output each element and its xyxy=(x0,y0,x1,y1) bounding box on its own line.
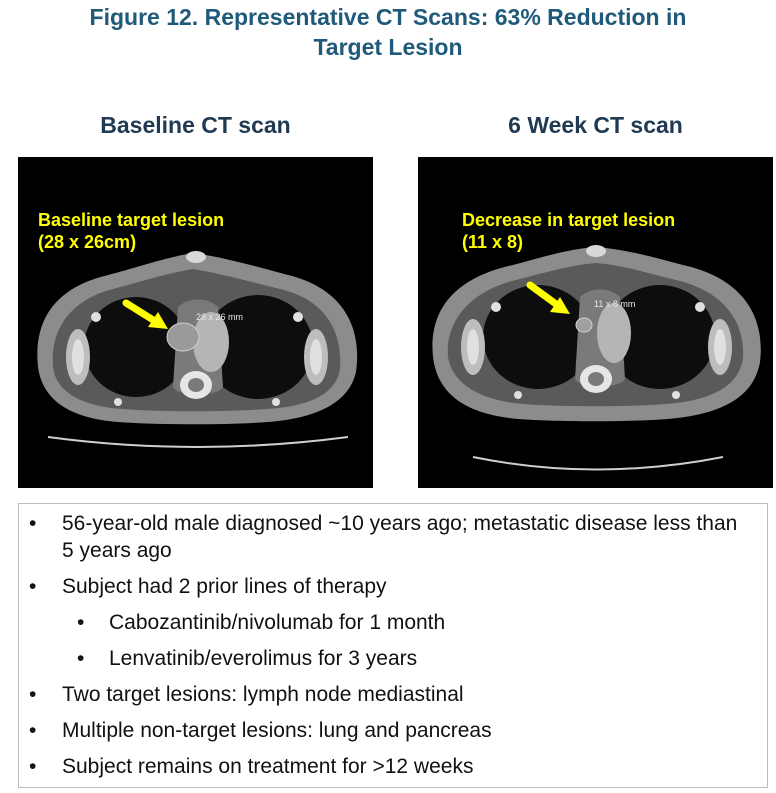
week6-ct-image xyxy=(418,157,773,488)
summary-bullet xyxy=(19,681,742,708)
summary-box xyxy=(18,503,768,788)
summary-bullet xyxy=(19,510,742,564)
bullet-marker: • xyxy=(77,611,85,634)
bullet-marker: • xyxy=(29,575,37,598)
week6-ct-drawing xyxy=(418,157,773,488)
bullet-text: Cabozantinib/nivolumab for 1 month xyxy=(109,611,446,634)
bullet-text: Multiple non-target lesions: lung and pancreas xyxy=(62,719,492,742)
baseline-ct-drawing xyxy=(18,157,373,488)
week6-scan-heading: 6 Week CT scan xyxy=(508,112,683,138)
summary-bullet xyxy=(19,717,742,744)
summary-bullet xyxy=(19,573,742,600)
baseline-measurement: 28 x 26 mm xyxy=(196,312,244,322)
baseline-ct-image xyxy=(18,157,373,488)
summary-bullet-list xyxy=(19,510,767,780)
bullet-text: Subject remains on treatment for >12 weeks xyxy=(62,755,474,778)
summary-bullet xyxy=(19,609,767,636)
baseline-scan-heading: Baseline CT scan xyxy=(100,112,291,138)
summary-bullet xyxy=(19,753,742,780)
week6-lesion-label: Decrease in target lesion (11 x 8) xyxy=(462,210,676,252)
bullet-text: Subject had 2 prior lines of therapy xyxy=(62,575,387,598)
bullet-marker: • xyxy=(29,512,37,535)
figure-title-line1: Figure 12. Representative CT Scans: 63% Reduction in xyxy=(89,4,687,30)
bullet-text: 56-year-old male diagnosed ~10 years ago; metastatic disease less than 5 years ago xyxy=(62,512,738,562)
bullet-marker: • xyxy=(29,719,37,742)
bullet-marker: • xyxy=(29,755,37,778)
figure-title xyxy=(0,2,776,62)
bullet-marker: • xyxy=(29,683,37,706)
bullet-text: Two target lesions: lymph node mediastinal xyxy=(62,683,464,706)
week6-measurement: 11 x 8 mm xyxy=(594,299,636,309)
bullet-text: Lenvatinib/everolimus for 3 years xyxy=(109,647,418,670)
summary-bullet xyxy=(19,645,767,672)
baseline-lesion-label: Baseline target lesion (28 x 26cm) xyxy=(38,210,225,252)
figure-title-line2: Target Lesion xyxy=(313,34,463,60)
bullet-marker: • xyxy=(77,647,85,670)
